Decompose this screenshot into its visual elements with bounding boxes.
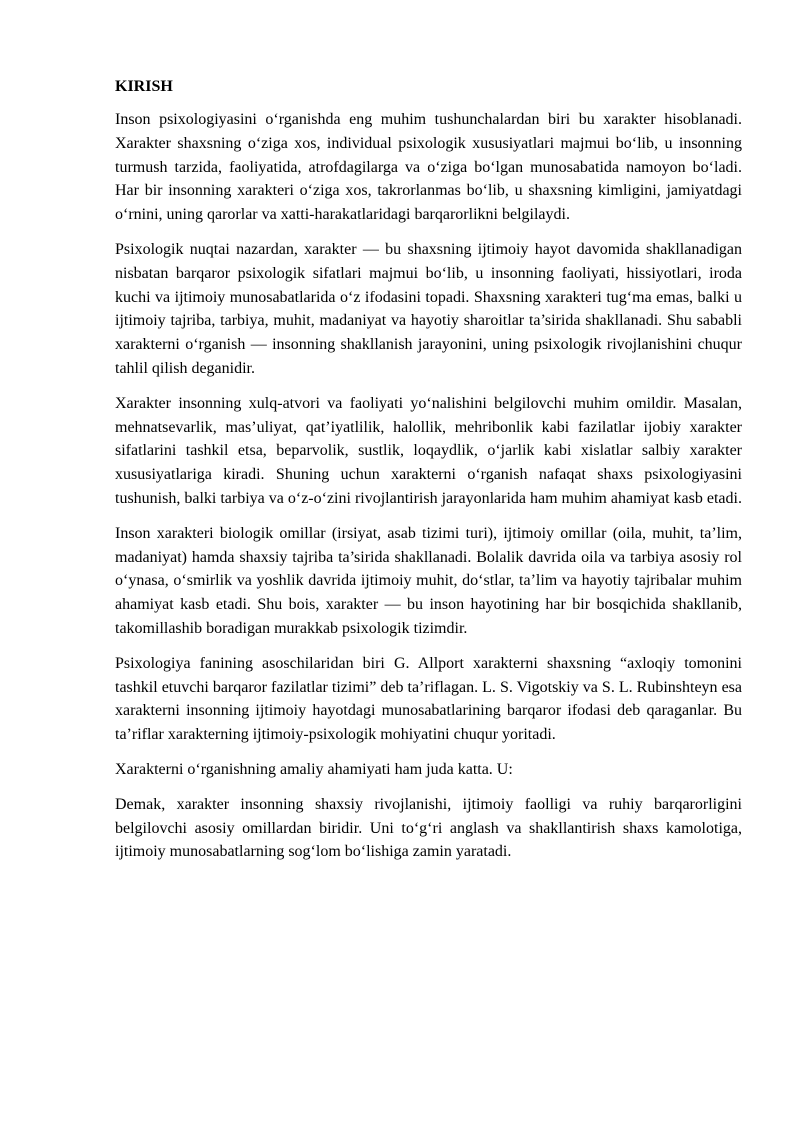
document-page (115, 76, 742, 864)
page-heading: KIRISH (115, 78, 173, 95)
paragraph-4: Inson xarakteri biologik omillar (irsiyat, asab tizimi turi), ijtimoiy omillar (oila, muhit, ta’lim, madaniyat) hamda shaxsiy tajriba ta’sirida shakllanadi. Bolalik davrida oila va tarbiya asosiy rol o‘ynasa, o‘smirlik va yoshlik davrida ijtimoiy muhit, do‘stlar, ta’lim va hayotiy tajribalar muhim ahamiyat kasb etadi. Shu bois, xarakter — bu inson hayotining har bir bosqichida shakllanib, takomillashib boradigan murakkab psixologik tizimdir. (115, 524, 742, 637)
paragraph-5: Psixologiya fanining asoschilaridan biri G. Allport xarakterni shaxsning “axloqiy tomonini tashkil etuvchi barqaror fazilatlar tizimi” deb ta’riflagan. L. S. Vigotskiy va S. L. Rubinshteyn esa xarakterni insonning ijtimoiy hayotdagi munosabatlarining barqaror ifodasi deb qaraganlar. Bu ta’riflar xarakterning ijtimoiy-psixologik mohiyatini chuqur yoritadi. (115, 654, 742, 744)
paragraph-2: Psixologik nuqtai nazardan, xarakter — bu shaxsning ijtimoiy hayot davomida shakllanadigan nisbatan barqaror psixologik sifatlari majmui bo‘lib, u insonning faoliyati, hissiyotlari, iroda kuchi va ijtimoiy munosabatlarida o‘z ifodasini topadi. Shaxsning xarakteri tug‘ma emas, balki u ijtimoiy tajriba, tarbiya, muhit, madaniyat va hayotiy sharoitlar ta’sirida shakllanadi. Shu sababli xarakterni o‘rganish — insonning shakllanish jarayonini, uning psixologik rivojlanishini chuqur tahlil qilish deganidir. (115, 240, 742, 377)
paragraph-3: Xarakter insonning xulq-atvori va faoliyati yo‘nalishini belgilovchi muhim omildir. Masalan, mehnatsevarlik, mas’uliyat, qat’iyatlilik, halollik, mehribonlik kabi fazilatlar ijobiy xarakter sifatlarini tashkil etsa, beparvolik, sustlik, loqaydlik, o‘jarlik kabi xislatlar salbiy xarakter xususiyatlariga kiradi. Shuning uchun xarakterni o‘rganish nafaqat shaxs psixologiyasini tushunish, balki tarbiya va o‘z-o‘zini rivojlantirish jarayonlarida ham muhim ahamiyat kasb etadi. (115, 394, 742, 507)
paragraph-6: Xarakterni o‘rganishning amaliy ahamiyati ham juda katta. U: (115, 760, 513, 778)
paragraph-7: Demak, xarakter insonning shaxsiy rivojlanishi, ijtimoiy faolligi va ruhiy barqarorligini belgilovchi asosiy omillardan biridir. Uni to‘g‘ri anglash va shakllantirish shaxs kamolotiga, ijtimoiy munosabatlarning sog‘lom bo‘lishiga zamin yaratadi. (115, 795, 742, 861)
paragraph-1: Inson psixologiyasini o‘rganishda eng muhim tushunchalardan biri bu xarakter hisoblanadi. Xarakter shaxsning o‘ziga xos, individual psixologik xususiyatlari majmui bo‘lib, u insonning turmush tarzida, faoliyatida, atrofdagilarga va o‘ziga bo‘lgan munosabatida namoyon bo‘ladi. Har bir insonning xarakteri o‘ziga xos, takrorlanmas bo‘lib, u shaxsning kimligini, jamiyatdagi o‘rnini, uning qarorlar va xatti-harakatlaridagi barqarorlikni belgilaydi. (115, 111, 742, 224)
